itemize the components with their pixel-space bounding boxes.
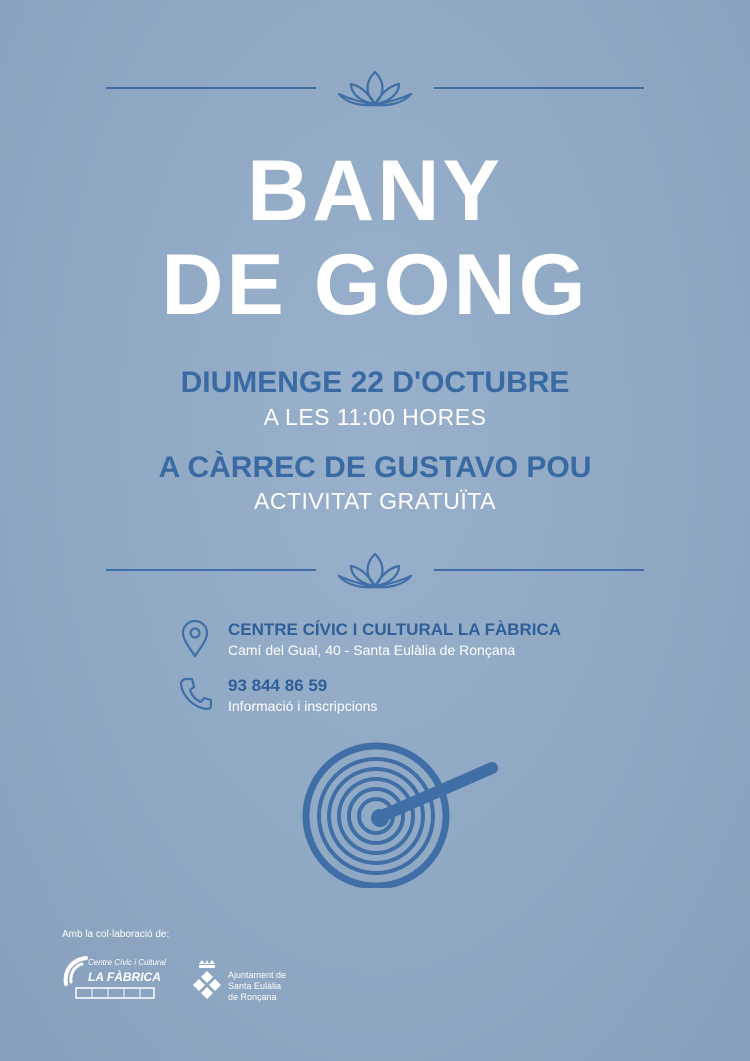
title-line-1: BANY: [247, 143, 503, 239]
phone-icon: [180, 676, 212, 710]
coat-of-arms-icon: [190, 960, 224, 1000]
middle-divider: [106, 550, 644, 590]
location-name: CENTRE CÍVIC I CULTURAL LA FÀBRICA: [228, 620, 562, 639]
top-divider: [106, 68, 644, 108]
event-price: ACTIVITAT GRATUÏTA: [254, 488, 496, 514]
ajuntament-logo: [190, 960, 287, 1005]
phone-number[interactable]: 93 844 86 59: [228, 676, 328, 695]
la-fabrica-logo-line1: Centre Cívic i Cultural: [88, 958, 166, 967]
lotus-icon: [335, 550, 415, 590]
event-time: A LES 11:00 HORES: [263, 404, 487, 430]
divider-line-left: [106, 87, 316, 89]
la-fabrica-logo-line2: LA FÀBRICA: [88, 970, 161, 984]
collaboration-label: Amb la col·laboració de:: [62, 929, 170, 940]
location-address: Camí del Gual, 40 - Santa Eulàlia de Ronçana: [228, 642, 516, 658]
ajuntament-line3: de Ronçana: [228, 992, 277, 1002]
ajuntament-logo-text: [228, 970, 286, 1003]
divider-line-right: [434, 569, 644, 571]
ajuntament-line2: Santa Eulàlia: [228, 981, 282, 991]
contact-note: Informació i inscripcions: [228, 698, 378, 714]
event-date: DIUMENGE 22 D'OCTUBRE: [180, 366, 570, 399]
title-line-2: DE GONG: [161, 237, 589, 333]
divider-line-right: [434, 87, 644, 89]
location-pin-icon: [180, 620, 210, 658]
divider-line-left: [106, 569, 316, 571]
ajuntament-line1: Ajuntament de: [228, 970, 287, 980]
la-fabrica-logo: [62, 954, 166, 1002]
event-host: A CÀRREC DE GUSTAVO POU: [158, 451, 592, 484]
gong-icon: [290, 738, 510, 888]
lotus-icon: [335, 68, 415, 108]
